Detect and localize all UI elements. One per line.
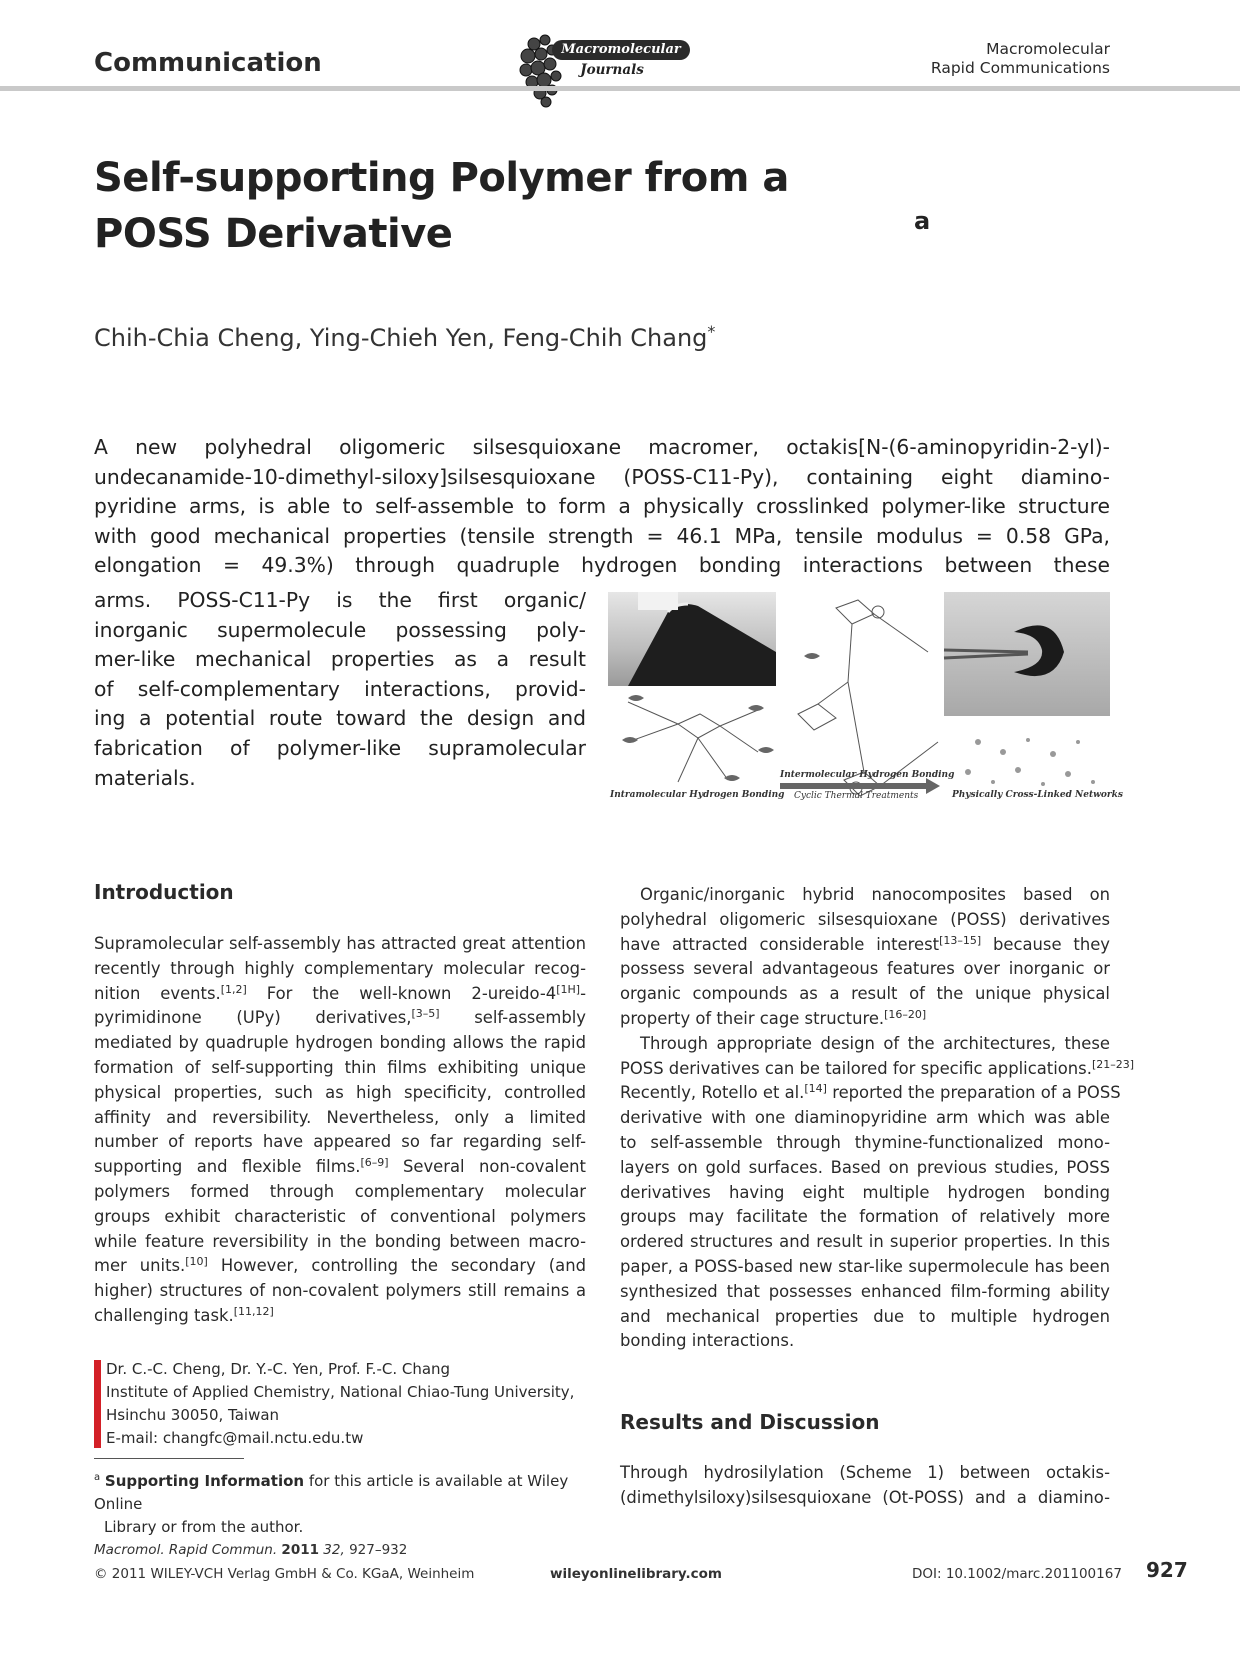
section-label: Communication bbox=[94, 48, 322, 78]
page-number: 927 bbox=[1146, 1558, 1188, 1582]
para2-line: to self-assemble through thymine-functionalized mono- bbox=[620, 1132, 1110, 1152]
intro-line: recently through highly complementary molecular recog- bbox=[94, 958, 586, 978]
supporting-info-footnote bbox=[94, 1466, 586, 1539]
abstract-line: materials. bbox=[94, 765, 196, 790]
abstract-line: A new polyhedral oligomeric silsesquioxane macromer, octakis[N-(6-aminopyridin-2-yl)- bbox=[94, 435, 1110, 459]
para2-line: Through appropriate design of the architectures, these bbox=[640, 1033, 1110, 1053]
para1-line: property of their cage structure.[16–20] bbox=[620, 1007, 927, 1028]
title-footnote-mark: a bbox=[914, 207, 930, 235]
para2-line: bonding interactions. bbox=[620, 1331, 795, 1351]
para2-line: layers on gold surfaces. Based on previous studies, POSS bbox=[620, 1157, 1110, 1177]
footnote-rest: for this article is available at Wiley Online bbox=[94, 1472, 569, 1513]
abstract-full-width bbox=[94, 433, 1110, 581]
results-heading: Results and Discussion bbox=[620, 1410, 880, 1434]
intro-line: formation of self-supporting thin films exhibiting unique bbox=[94, 1057, 586, 1077]
introduction-heading: Introduction bbox=[94, 880, 234, 904]
journal-name-line2: Rapid Communications bbox=[930, 59, 1110, 77]
results-line: Through hydrosilylation (Scheme 1) between octakis- bbox=[620, 1463, 1110, 1482]
abstract-line: inorganic supermolecule possessing poly- bbox=[94, 617, 586, 642]
abstract-narrow bbox=[94, 586, 586, 793]
logo-text-top: Macromolecular bbox=[552, 40, 690, 60]
author-list bbox=[94, 322, 715, 352]
introduction-body bbox=[94, 932, 586, 1329]
para2-line: paper, a POSS-based new star-like supermolecule has been bbox=[620, 1256, 1110, 1276]
results-body bbox=[620, 1461, 1110, 1511]
abstract-line: undecanamide-10-dimethyl-siloxy]silsesquioxane (POSS-C11-Py), containing eight diamino- bbox=[94, 464, 1110, 489]
citation-journal: Macromol. Rapid Commun. bbox=[94, 1542, 278, 1558]
para2-line: groups may facilitate the formation of relatively more bbox=[620, 1207, 1110, 1227]
intro-line: affinity and reversibility. Nevertheless, only a limited bbox=[94, 1107, 586, 1127]
intro-line: mediated by quadruple hydrogen bonding allows the rapid bbox=[94, 1033, 586, 1053]
para2-line: ordered structures and result in superior properties. In this bbox=[620, 1232, 1110, 1252]
para1-line: Organic/inorganic hybrid nanocomposites based on bbox=[640, 885, 1110, 904]
film-photo bbox=[944, 592, 1110, 716]
graphical-abstract bbox=[608, 592, 1123, 812]
footnote-line2: Library or from the author. bbox=[104, 1518, 304, 1536]
article-title-text: Self-supporting Polymer from a POSS Derivative bbox=[94, 155, 789, 257]
results-line: (dimethylsiloxy)silsesquioxane (Ot-POSS) and a diamino- bbox=[620, 1487, 1110, 1507]
citation-year: 2011 bbox=[281, 1542, 319, 1558]
para2-line: Recently, Rotello et al.[14] reported the preparation of a POSS bbox=[620, 1082, 1121, 1103]
intro-line: Supramolecular self-assembly has attracted great attention bbox=[94, 934, 586, 953]
abstract-line: with good mechanical properties (tensile strength = 46.1 MPa, tensile modulus = 0.58 GPa, bbox=[94, 523, 1110, 548]
footnote-bold: Supporting Information bbox=[104, 1472, 305, 1490]
article-title bbox=[94, 150, 1054, 262]
copyright-line: © 2011 WILEY-VCH Verlag GmbH & Co. KGaA, Weinheim bbox=[94, 1566, 475, 1582]
abstract-line: pyridine arms, is able to self-assemble to form a physically crosslinked polymer-like structure bbox=[94, 494, 1110, 519]
citation-pages: 927–932 bbox=[349, 1542, 408, 1558]
para2-line: POSS derivatives can be tailored for specific applications.[21–23] bbox=[620, 1057, 1135, 1078]
author-names: Chih-Chia Cheng, Ying-Chieh Yen, Feng-Chih Chang bbox=[94, 324, 708, 352]
para1-line: possess several advantageous features over inorganic or bbox=[620, 959, 1110, 979]
affiliation-institute: Institute of Applied Chemistry, National Chiao-Tung University, bbox=[106, 1383, 575, 1401]
para2-line: synthesized that possesses enhanced film-forming ability bbox=[620, 1281, 1110, 1301]
journal-name-line1: Macromolecular bbox=[986, 40, 1110, 58]
intro-line: polymers formed through complementary molecular bbox=[94, 1181, 586, 1201]
affiliation-email[interactable]: E-mail: changfc@mail.nctu.edu.tw bbox=[106, 1429, 364, 1447]
para1-line: organic compounds as a result of the unique physical bbox=[620, 984, 1110, 1004]
doi-line[interactable]: DOI: 10.1002/marc.201100167 bbox=[912, 1566, 1122, 1582]
caption-intramolecular: Intramolecular Hydrogen Bonding bbox=[610, 790, 785, 800]
affiliation-block bbox=[106, 1358, 574, 1450]
intro-line: supporting and flexible films.[6–9] Several non-covalent bbox=[94, 1156, 586, 1177]
abstract-line: elongation = 49.3%) through quadruple hydrogen bonding interactions between these bbox=[94, 553, 1110, 578]
intro-line: groups exhibit characteristic of conventional polymers bbox=[94, 1206, 586, 1226]
journal-logo bbox=[514, 30, 694, 110]
citation-line bbox=[94, 1542, 407, 1558]
logo-text-bottom: Journals bbox=[580, 62, 644, 78]
corresponding-mark: * bbox=[707, 322, 716, 341]
intro-line: pyrimidinone (UPy) derivatives,[3–5] self-assembly bbox=[94, 1007, 587, 1028]
film-illustration bbox=[944, 592, 1110, 716]
abstract-line: arms. POSS-C11-Py is the first organic/ bbox=[94, 588, 586, 612]
para1-line: have attracted considerable interest[13–15] because they bbox=[620, 933, 1110, 954]
abstract-line: mer-like mechanical properties as a result bbox=[94, 647, 586, 672]
intro-line: mer units.[10] However, controlling the secondary (and bbox=[94, 1255, 586, 1276]
website-link[interactable]: wileyonlinelibrary.com bbox=[550, 1566, 722, 1582]
abstract-line: ing a potential route toward the design and bbox=[94, 706, 586, 731]
intro-line: while feature reversibility in the bonding between macro- bbox=[94, 1231, 586, 1251]
footnote-mark: a bbox=[94, 1472, 101, 1483]
intro-line: number of reports have appeared so far regarding self- bbox=[94, 1132, 586, 1152]
caption-thermal: Cyclic Thermal Treatments bbox=[794, 791, 919, 801]
affiliation-names: Dr. C.-C. Cheng, Dr. Y.-C. Yen, Prof. F.-C. Chang bbox=[106, 1360, 451, 1378]
intro-line: challenging task.[11,12] bbox=[94, 1304, 274, 1325]
header-rule bbox=[0, 86, 1240, 91]
para1-line: polyhedral oligomeric silsesquioxane (POSS) derivatives bbox=[620, 909, 1110, 929]
intro-line: physical properties, such as high specificity, controlled bbox=[94, 1082, 586, 1102]
right-column-body bbox=[620, 883, 1135, 1354]
citation-volume: 32, bbox=[323, 1542, 345, 1558]
caption-networks: Physically Cross-Linked Networks bbox=[952, 790, 1123, 800]
footnote-rule bbox=[94, 1458, 244, 1459]
para2-line: and mechanical properties due to multiple hydrogen bbox=[620, 1306, 1110, 1326]
para2-line: derivative with one diaminopyridine arm which was able bbox=[620, 1108, 1110, 1128]
intro-line: higher) structures of non-covalent polymers still remains a bbox=[94, 1281, 586, 1301]
affiliation-bar bbox=[94, 1360, 101, 1448]
affiliation-city: Hsinchu 30050, Taiwan bbox=[106, 1406, 280, 1424]
journal-name bbox=[931, 40, 1110, 78]
para2-line: derivatives having eight multiple hydrogen bonding bbox=[620, 1182, 1110, 1202]
caption-intermolecular: Intermolecular Hydrogen Bonding bbox=[780, 770, 955, 780]
abstract-line: fabrication of polymer-like supramolecular bbox=[94, 735, 586, 760]
intro-line: nition events.[1,2] For the well-known 2-ureido-4[1H]- bbox=[94, 982, 587, 1003]
abstract-line: of self-complementary interactions, provid- bbox=[94, 676, 586, 701]
